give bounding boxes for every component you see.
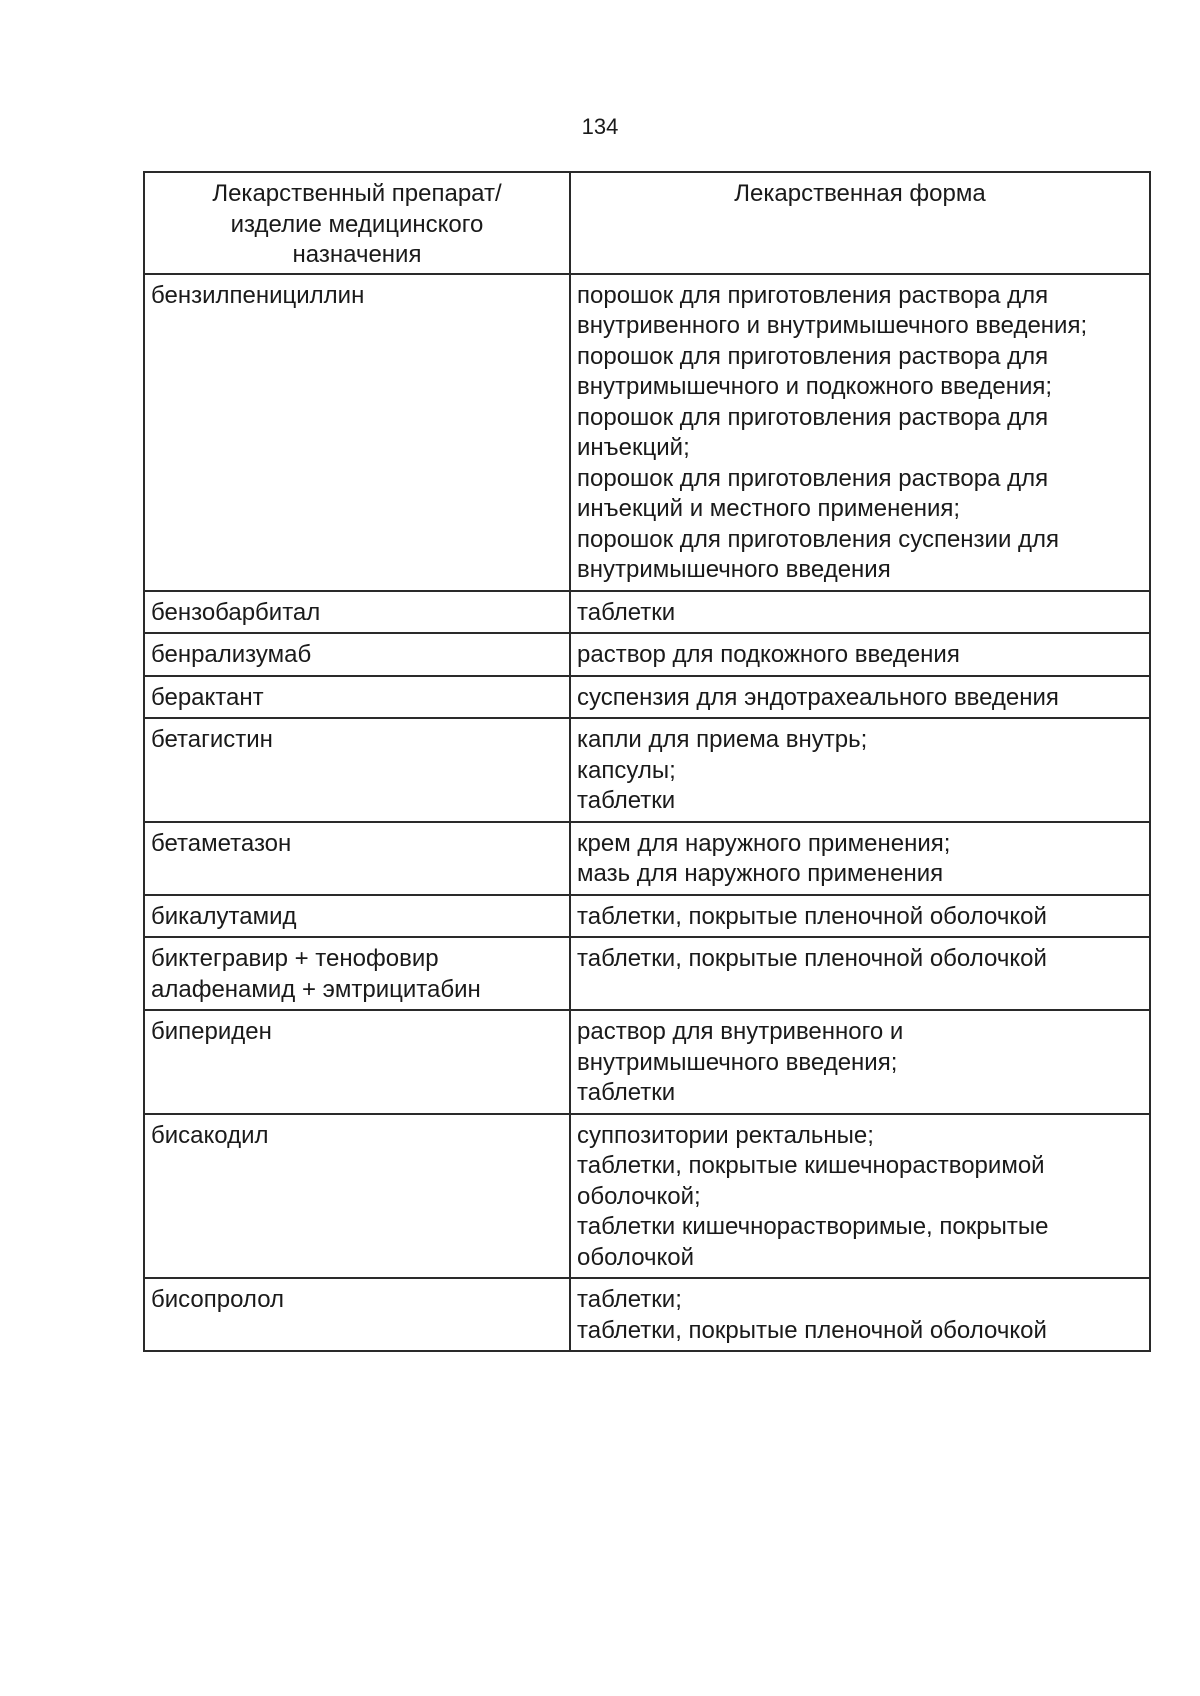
- drug-name: алафенамид + эмтрицитабин: [151, 975, 481, 1003]
- dosage-form-cell: [570, 937, 1150, 1010]
- dosage-form-cell: [570, 633, 1150, 676]
- header-form: [570, 172, 1150, 274]
- table-row: [144, 895, 1150, 938]
- dosage-form: внутримышечного введения: [577, 556, 891, 583]
- dosage-form: оболочкой;: [577, 1182, 701, 1210]
- dosage-form-cell: [570, 822, 1150, 895]
- dosage-form: таблетки кишечнорастворимые, покрытые: [577, 1213, 1049, 1240]
- dosage-form-cell: [570, 1010, 1150, 1114]
- drug-name: бенрализумаб: [151, 641, 312, 668]
- dosage-form: капсулы;: [577, 756, 676, 784]
- header-drug-line: Лекарственный препарат/: [212, 180, 502, 207]
- dosage-form: внутримышечного и подкожного введения;: [577, 373, 1053, 400]
- dosage-form: суппозитории ректальные;: [577, 1121, 874, 1149]
- drug-name-cell: [144, 1114, 570, 1279]
- drug-name: биктегравир + тенофовир: [151, 945, 439, 972]
- drug-name: бетагистин: [151, 726, 273, 753]
- table-row: [144, 1114, 1150, 1279]
- header-drug-line: назначения: [292, 241, 422, 268]
- table-row: [144, 718, 1150, 822]
- dosage-form: раствор для подкожного введения: [577, 641, 960, 668]
- drug-name-cell: [144, 1278, 570, 1351]
- table-row: [144, 274, 1150, 591]
- header-drug-line: изделие медицинского: [230, 210, 484, 238]
- table-row: [144, 676, 1150, 719]
- drug-name-cell: [144, 676, 570, 719]
- table-row: [144, 1010, 1150, 1114]
- drug-name: бензобарбитал: [151, 598, 321, 626]
- dosage-form-cell: [570, 718, 1150, 822]
- drug-name: бензилпенициллин: [151, 281, 365, 309]
- drug-name-cell: [144, 718, 570, 822]
- dosage-form: мазь для наружного применения: [577, 860, 944, 887]
- drug-name-cell: [144, 1010, 570, 1114]
- dosage-form-cell: [570, 274, 1150, 591]
- drug-name: бисопролол: [151, 1286, 285, 1313]
- dosage-form: таблетки, покрытые пленочной оболочкой: [577, 945, 1047, 972]
- table-body: [144, 274, 1150, 1352]
- dosage-form: внутривенного и внутримышечного введения;: [577, 312, 1088, 339]
- dosage-form: капли для приема внутрь;: [577, 726, 868, 753]
- dosage-form: раствор для внутривенного и: [577, 1018, 904, 1045]
- dosage-form: инъекций и местного применения;: [577, 495, 961, 522]
- dosage-form-cell: [570, 676, 1150, 719]
- drug-name-cell: [144, 822, 570, 895]
- dosage-form: порошок для приготовления суспензии для: [577, 525, 1060, 553]
- dosage-form: порошок для приготовления раствора для: [577, 281, 1049, 309]
- table-row: [144, 822, 1150, 895]
- drug-name-cell: [144, 895, 570, 938]
- dosage-form: инъекций;: [577, 434, 690, 461]
- header-form-line: Лекарственная форма: [734, 180, 986, 207]
- dosage-form: порошок для приготовления раствора для: [577, 403, 1049, 431]
- drug-name-cell: [144, 937, 570, 1010]
- dosage-form-cell: [570, 895, 1150, 938]
- dosage-form-cell: [570, 591, 1150, 634]
- dosage-form-cell: [570, 1278, 1150, 1351]
- dosage-form: порошок для приготовления раствора для: [577, 464, 1049, 492]
- dosage-form: таблетки: [577, 787, 676, 814]
- dosage-form: порошок для приготовления раствора для: [577, 342, 1049, 370]
- drug-table: [143, 171, 1151, 1352]
- dosage-form: таблетки: [577, 598, 676, 626]
- drug-name-cell: [144, 633, 570, 676]
- drug-name: бипериден: [151, 1018, 272, 1045]
- dosage-form: таблетки: [577, 1079, 676, 1106]
- dosage-form-cell: [570, 1114, 1150, 1279]
- drug-name: бетаметазон: [151, 829, 292, 857]
- header-row: [144, 172, 1150, 274]
- drug-name-cell: [144, 591, 570, 634]
- dosage-form: суспензия для эндотрахеального введения: [577, 683, 1059, 711]
- page-number: 134: [581, 114, 619, 139]
- dosage-form: таблетки, покрытые пленочной оболочкой: [577, 1316, 1047, 1344]
- drug-name: берактант: [151, 683, 264, 711]
- drug-name: бисакодил: [151, 1121, 269, 1149]
- table-row: [144, 937, 1150, 1010]
- dosage-form: оболочкой: [577, 1243, 695, 1271]
- table-row: [144, 1278, 1150, 1351]
- dosage-form: крем для наружного применения;: [577, 829, 951, 857]
- dosage-form: таблетки, покрытые пленочной оболочкой: [577, 902, 1047, 930]
- table-row: [144, 633, 1150, 676]
- drug-name-cell: [144, 274, 570, 591]
- header-drug: [144, 172, 570, 274]
- dosage-form: таблетки, покрытые кишечнорастворимой: [577, 1152, 1045, 1179]
- drug-name: бикалутамид: [151, 902, 297, 930]
- dosage-form: внутримышечного введения;: [577, 1048, 898, 1076]
- table-header: [144, 172, 1150, 274]
- table-row: [144, 591, 1150, 634]
- dosage-form: таблетки;: [577, 1286, 682, 1313]
